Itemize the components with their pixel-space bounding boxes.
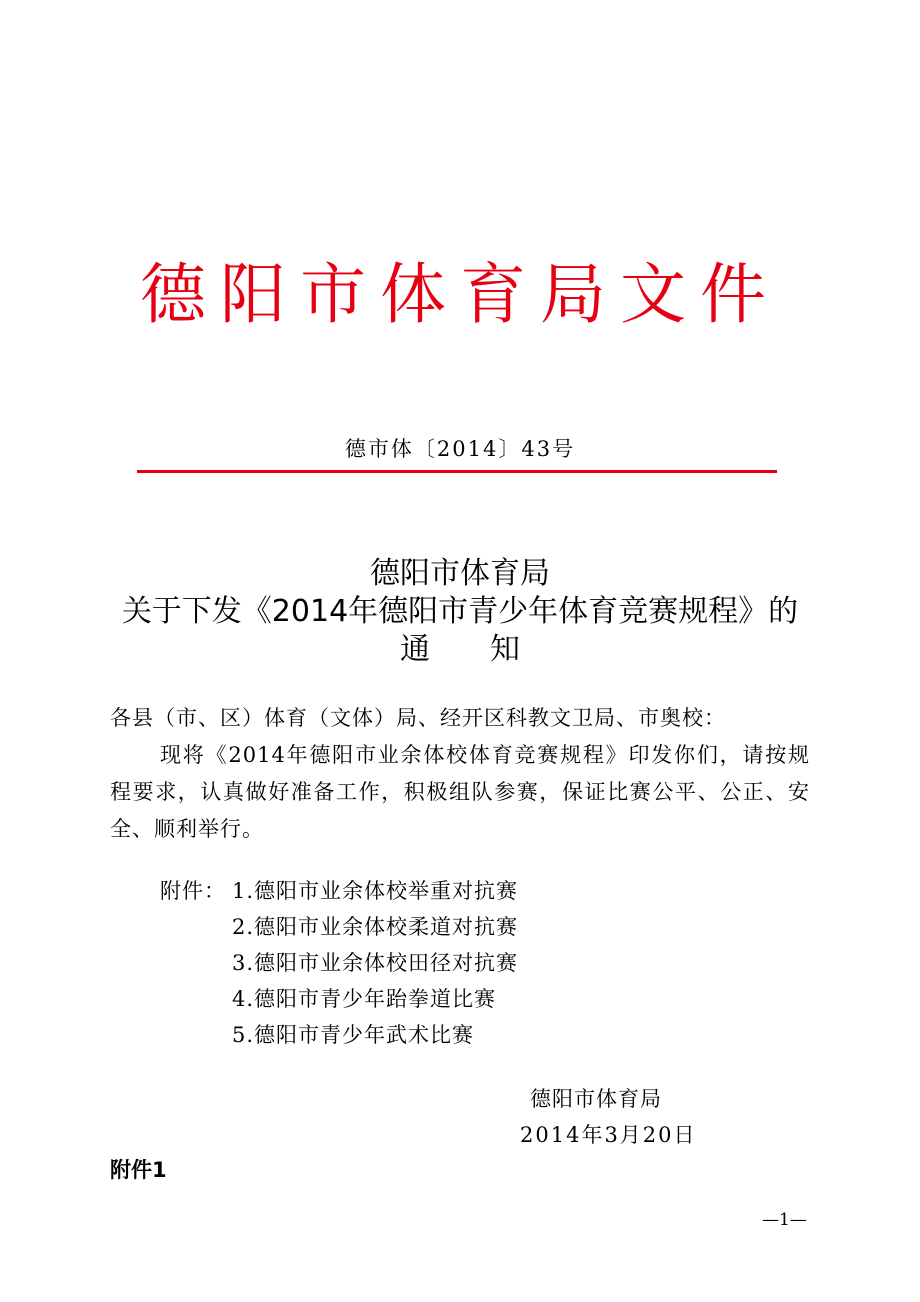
recipient-line: 各县（市、区）体育（文体）局、经开区科教文卫局、市奥校： [110,706,726,730]
attachment-item: 3.德阳市业余体校田径对抗赛 [232,951,519,975]
red-divider-line [137,470,777,473]
notice-title-line-1: 德阳市体育局 [370,556,550,591]
document-number: 德市体〔2014〕43号 [344,437,576,461]
attachment-item: 5.德阳市青少年武术比赛 [232,1023,475,1047]
attachment-item: 4.德阳市青少年跆拳道比赛 [232,987,497,1011]
appendix-label: 附件1 [110,1158,167,1182]
notice-title [0,555,920,669]
signature-organization: 德阳市体育局 [530,1087,662,1111]
attachments-label: 附件： [160,879,226,903]
attachment-item: 2.德阳市业余体校柔道对抗赛 [232,915,519,939]
attachment-item: 1.德阳市业余体校举重对抗赛 [232,879,519,903]
document-header-title: 德阳市体育局文件 [140,256,780,333]
notice-title-line-3: 通知 [400,632,580,667]
body-paragraph: 现将《2014年德阳市业余体校体育竞赛规程》印发你们，请按规程要求，认真做好准备工作，积极组队参赛，保证比赛公平、公正、安全、顺利举行。 [110,743,810,841]
notice-title-line-2: 关于下发《2014年德阳市青少年体育竞赛规程》的 [121,594,799,629]
signature-date: 2014年3月20日 [520,1123,697,1147]
page-number: —1— [762,1210,807,1230]
